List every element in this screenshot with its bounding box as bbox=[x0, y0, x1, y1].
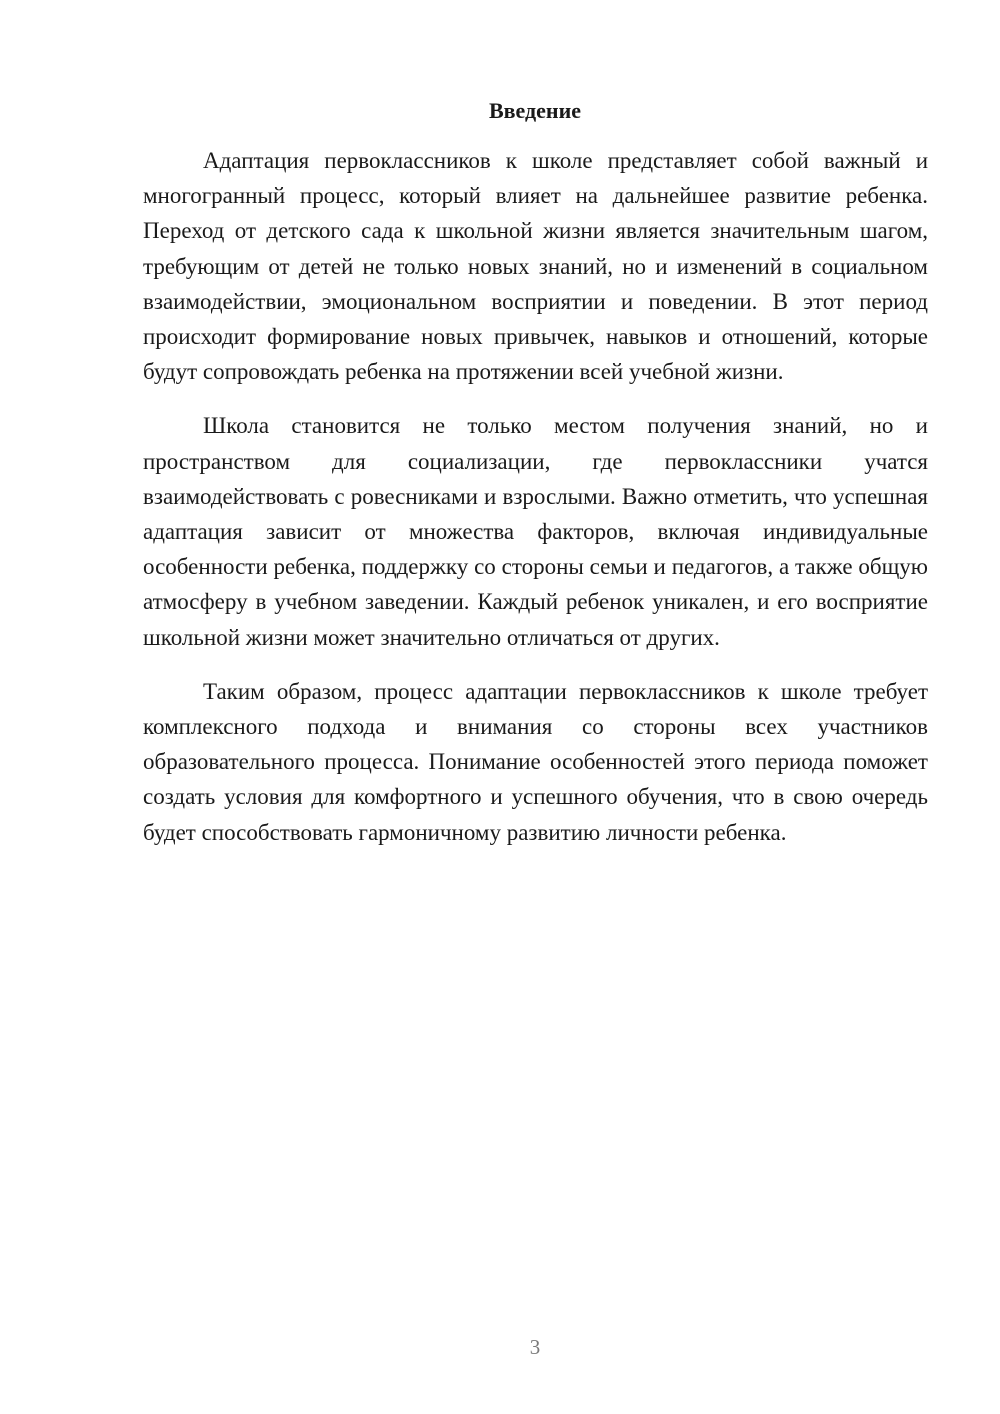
page-number: 3 bbox=[529, 1335, 541, 1359]
body-text bbox=[143, 143, 928, 869]
section-heading: Введение bbox=[488, 98, 582, 123]
paragraph-3: Таким образом, процесс адаптации первоклассников к школе требует комплексного подхода и внимания со стороны всех участников образовательного процесса. Понимание особенностей этого периода поможет создать условия для комфортного и успешного обучения, что в свою очередь будет способствовать гармоничному развитию личности ребенка. bbox=[143, 678, 928, 845]
paragraph-2: Школа становится не только местом получения знаний, но и пространством для социализации, где первоклассники учатся взаимодействовать с ровесниками и взрослыми. Важно отметить, что успешная адаптация зависит от множества факторов, включая индивидуальные особенности ребенка, поддержку со стороны семьи и педагогов, а также общую атмосферу в учебном заведении. Каждый ребенок уникален, и его восприятие школьной жизни может значительно отличаться от других. bbox=[143, 413, 928, 650]
paragraph-1: Адаптация первоклассников к школе представляет собой важный и многогранный процесс, который влияет на дальнейшее развитие ребенка. Переход от детского сада к школьной жизни является значительным шагом, требующим от детей не только новых знаний, но и изменений в социальном взаимодействии, эмоциональном восприятии и поведении. В этот период происходит формирование новых привычек, навыков и отношений, которые будут сопровождать ребенка на протяжении всей учебной жизни. bbox=[143, 148, 928, 385]
